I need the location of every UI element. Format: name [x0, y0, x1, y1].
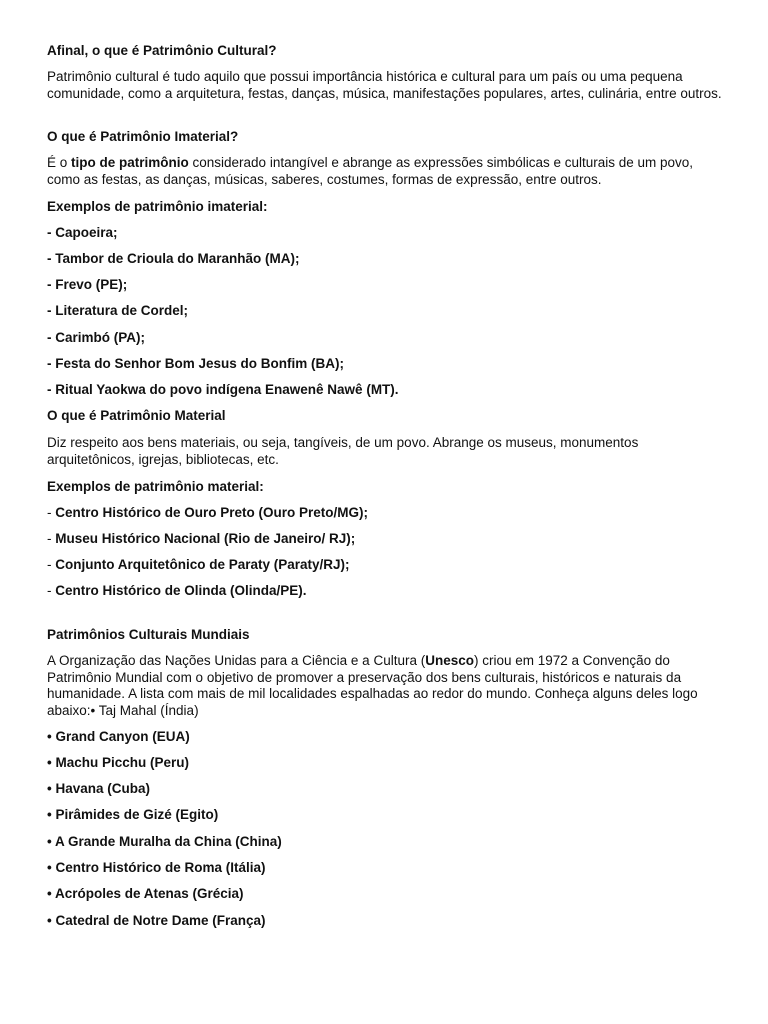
paragraph-cultural-heritage-definition: Patrimônio cultural é tudo aquilo que possui importância histórica e cultural para um país ou uma pequena comunidade, como a arquitetura, festas, danças, música, manifestações populares, artes, culinária, entre outros.: [47, 69, 722, 101]
list-item-immaterial: - Literatura de Cordel;: [47, 303, 189, 318]
paragraph-text: considerado intangível e abrange as expressões simbólicas e culturais de um povo, como as festas, as danças, músicas, saberes, costumes, formas de expressão, entre outros.: [47, 155, 694, 187]
list-item-world-heritage: • Machu Picchu (Peru): [47, 755, 190, 770]
list-item-text: Centro Histórico de Olinda (Olinda/PE).: [55, 583, 307, 598]
list-item-world-heritage: • Grand Canyon (EUA): [47, 729, 190, 744]
heading-world-heritage: Patrimônios Culturais Mundiais: [47, 627, 250, 642]
list-item-text: Centro Histórico de Ouro Preto (Ouro Preto/MG);: [55, 505, 369, 520]
list-item-world-heritage: • A Grande Muralha da China (China): [47, 834, 282, 849]
list-dash: -: [47, 531, 56, 546]
paragraph-material-definition: Diz respeito aos bens materiais, ou seja, tangíveis, de um povo. Abrange os museus, monumentos arquitetônicos, igrejas, bibliotecas, etc.: [47, 435, 639, 467]
list-item-immaterial: - Carimbó (PA);: [47, 330, 145, 345]
list-item-material: [47, 505, 727, 522]
list-item-world-heritage: • Centro Histórico de Roma (Itália): [47, 860, 266, 875]
list-item-immaterial: - Tambor de Crioula do Maranhão (MA);: [47, 251, 300, 266]
list-item-text: Museu Histórico Nacional (Rio de Janeiro/ RJ);: [55, 531, 356, 546]
list-item-material: [47, 531, 727, 548]
list-item-immaterial: - Festa do Senhor Bom Jesus do Bonfim (BA);: [47, 356, 345, 371]
paragraph-text: É o: [47, 155, 72, 170]
list-item-text: Conjunto Arquitetônico de Paraty (Paraty/RJ);: [55, 557, 350, 572]
paragraph-text: A Organização das Nações Unidas para a Ciência e a Cultura (: [47, 653, 426, 668]
paragraph-immaterial-definition: [47, 155, 727, 188]
heading-material-examples: Exemplos de patrimônio material:: [47, 479, 264, 494]
list-dash: -: [47, 505, 56, 520]
heading-immaterial-heritage: O que é Patrimônio Imaterial?: [47, 129, 239, 144]
heading-what-is-cultural-heritage: Afinal, o que é Patrimônio Cultural?: [47, 43, 277, 58]
list-item-immaterial: - Frevo (PE);: [47, 277, 128, 292]
list-dash: -: [47, 557, 56, 572]
bold-term: Unesco: [425, 653, 474, 668]
list-item-immaterial: - Ritual Yaokwa do povo indígena Enawenê Nawê (MT).: [47, 382, 399, 397]
list-item-world-heritage: • Acrópoles de Atenas (Grécia): [47, 886, 244, 901]
list-dash: -: [47, 583, 56, 598]
list-item-material: [47, 557, 727, 574]
heading-material-heritage: O que é Patrimônio Material: [47, 408, 226, 423]
heading-immaterial-examples: Exemplos de patrimônio imaterial:: [47, 199, 268, 214]
bold-term: tipo de patrimônio: [71, 155, 189, 170]
list-item-immaterial: - Capoeira;: [47, 225, 118, 240]
list-item-world-heritage: • Pirâmides de Gizé (Egito): [47, 807, 219, 822]
paragraph-text: ) criou em 1972 a Convenção do Patrimônio Mundial com o objetivo de promover a preservação dos bens culturais, históricos e naturais da humanidade. A lista com mais de mil localidades espalhadas ao redor do mundo. Conheça alguns deles logo abaixo:• Taj Mahal (Índia): [47, 653, 698, 718]
paragraph-unesco: [47, 653, 727, 719]
list-item-material: [47, 583, 727, 600]
list-item-world-heritage: • Catedral de Notre Dame (França): [47, 913, 266, 928]
list-item-world-heritage: • Havana (Cuba): [47, 781, 150, 796]
